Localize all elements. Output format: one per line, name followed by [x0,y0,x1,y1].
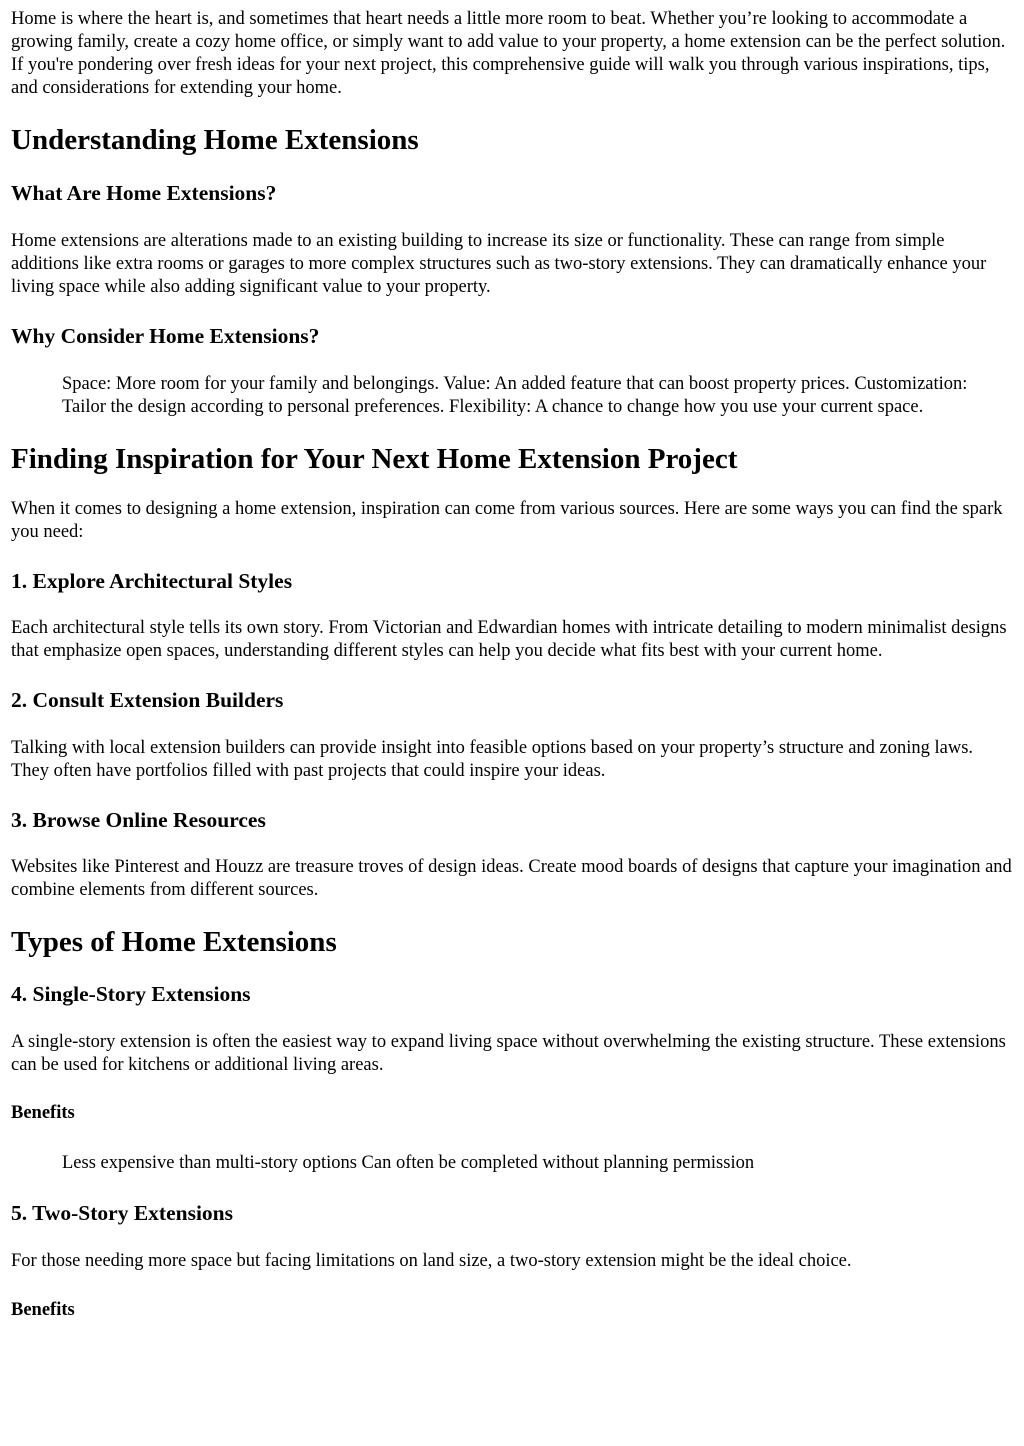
heading-explore-styles: 1. Explore Architectural Styles [11,569,293,593]
heading-finding-inspiration: Finding Inspiration for Your Next Home Extension Project [11,443,738,475]
heading-two-story: 5. Two-Story Extensions [11,1201,233,1225]
paragraph-two-story: For those needing more space but facing limitations on land size, a two-story extension might be the ideal choice. [11,1251,852,1271]
heading-consult-builders: 2. Consult Extension Builders [11,688,284,712]
paragraph-online-resources: Websites like Pinterest and Houzz are treasure troves of design ideas. Create mood boards of designs that capture your imagination and combine elements from different sources. [11,857,1012,900]
heading-why-consider: Why Consider Home Extensions? [11,324,320,348]
heading-understanding: Understanding Home Extensions [11,124,419,156]
intro-paragraph: Home is where the heart is, and sometimes that heart needs a little more room to beat. Whether you’re looking to accommodate a growing family, create a cozy home office, or simply want to add value to your property, a home extension can be the perfect solution. If you're pondering over fresh ideas for your next project, this comprehensive guide will walk you through various inspirations, tips, and considerations for extending your home. [11,9,1006,98]
paragraph-explore-styles: Each architectural style tells its own story. From Victorian and Edwardian homes with intricate detailing to modern minimalist designs that emphasize open spaces, understanding different styles can help you decide what fits best with your current home. [11,618,1007,661]
heading-online-resources: 3. Browse Online Resources [11,808,266,832]
paragraph-single-story: A single-story extension is often the easiest way to expand living space without overwhelming the existing structure. These extensions can be used for kitchens or additional living areas. [11,1032,1006,1075]
heading-single-story: 4. Single-Story Extensions [11,982,251,1006]
paragraph-consult-builders: Talking with local extension builders can provide insight into feasible options based on your property’s structure and zoning laws. They often have portfolios filled with past projects that could inspire your ideas. [11,738,974,781]
list-single-story-benefits: Less expensive than multi-story options Can often be completed without planning permission [62,1153,755,1173]
heading-what-are-extensions: What Are Home Extensions? [11,181,277,205]
heading-types: Types of Home Extensions [11,926,337,958]
paragraph-inspiration-intro: When it comes to designing a home extension, inspiration can come from various sources. Here are some ways you can find the spark you need: [11,499,1003,542]
heading-two-story-benefits: Benefits [11,1300,75,1320]
list-why-consider: Space: More room for your family and belongings. Value: An added feature that can boost property prices. Customization: Tailor the design according to personal preferences. Flexibility: A chance to change how you use your current space. [62,374,968,417]
paragraph-what-are-extensions: Home extensions are alterations made to an existing building to increase its size or functionality. These can range from simple additions like extra rooms or garages to more complex structures such as two-story extensions. They can dramatically enhance your living space while also adding significant value to your property. [11,231,987,297]
heading-single-story-benefits: Benefits [11,1103,75,1123]
